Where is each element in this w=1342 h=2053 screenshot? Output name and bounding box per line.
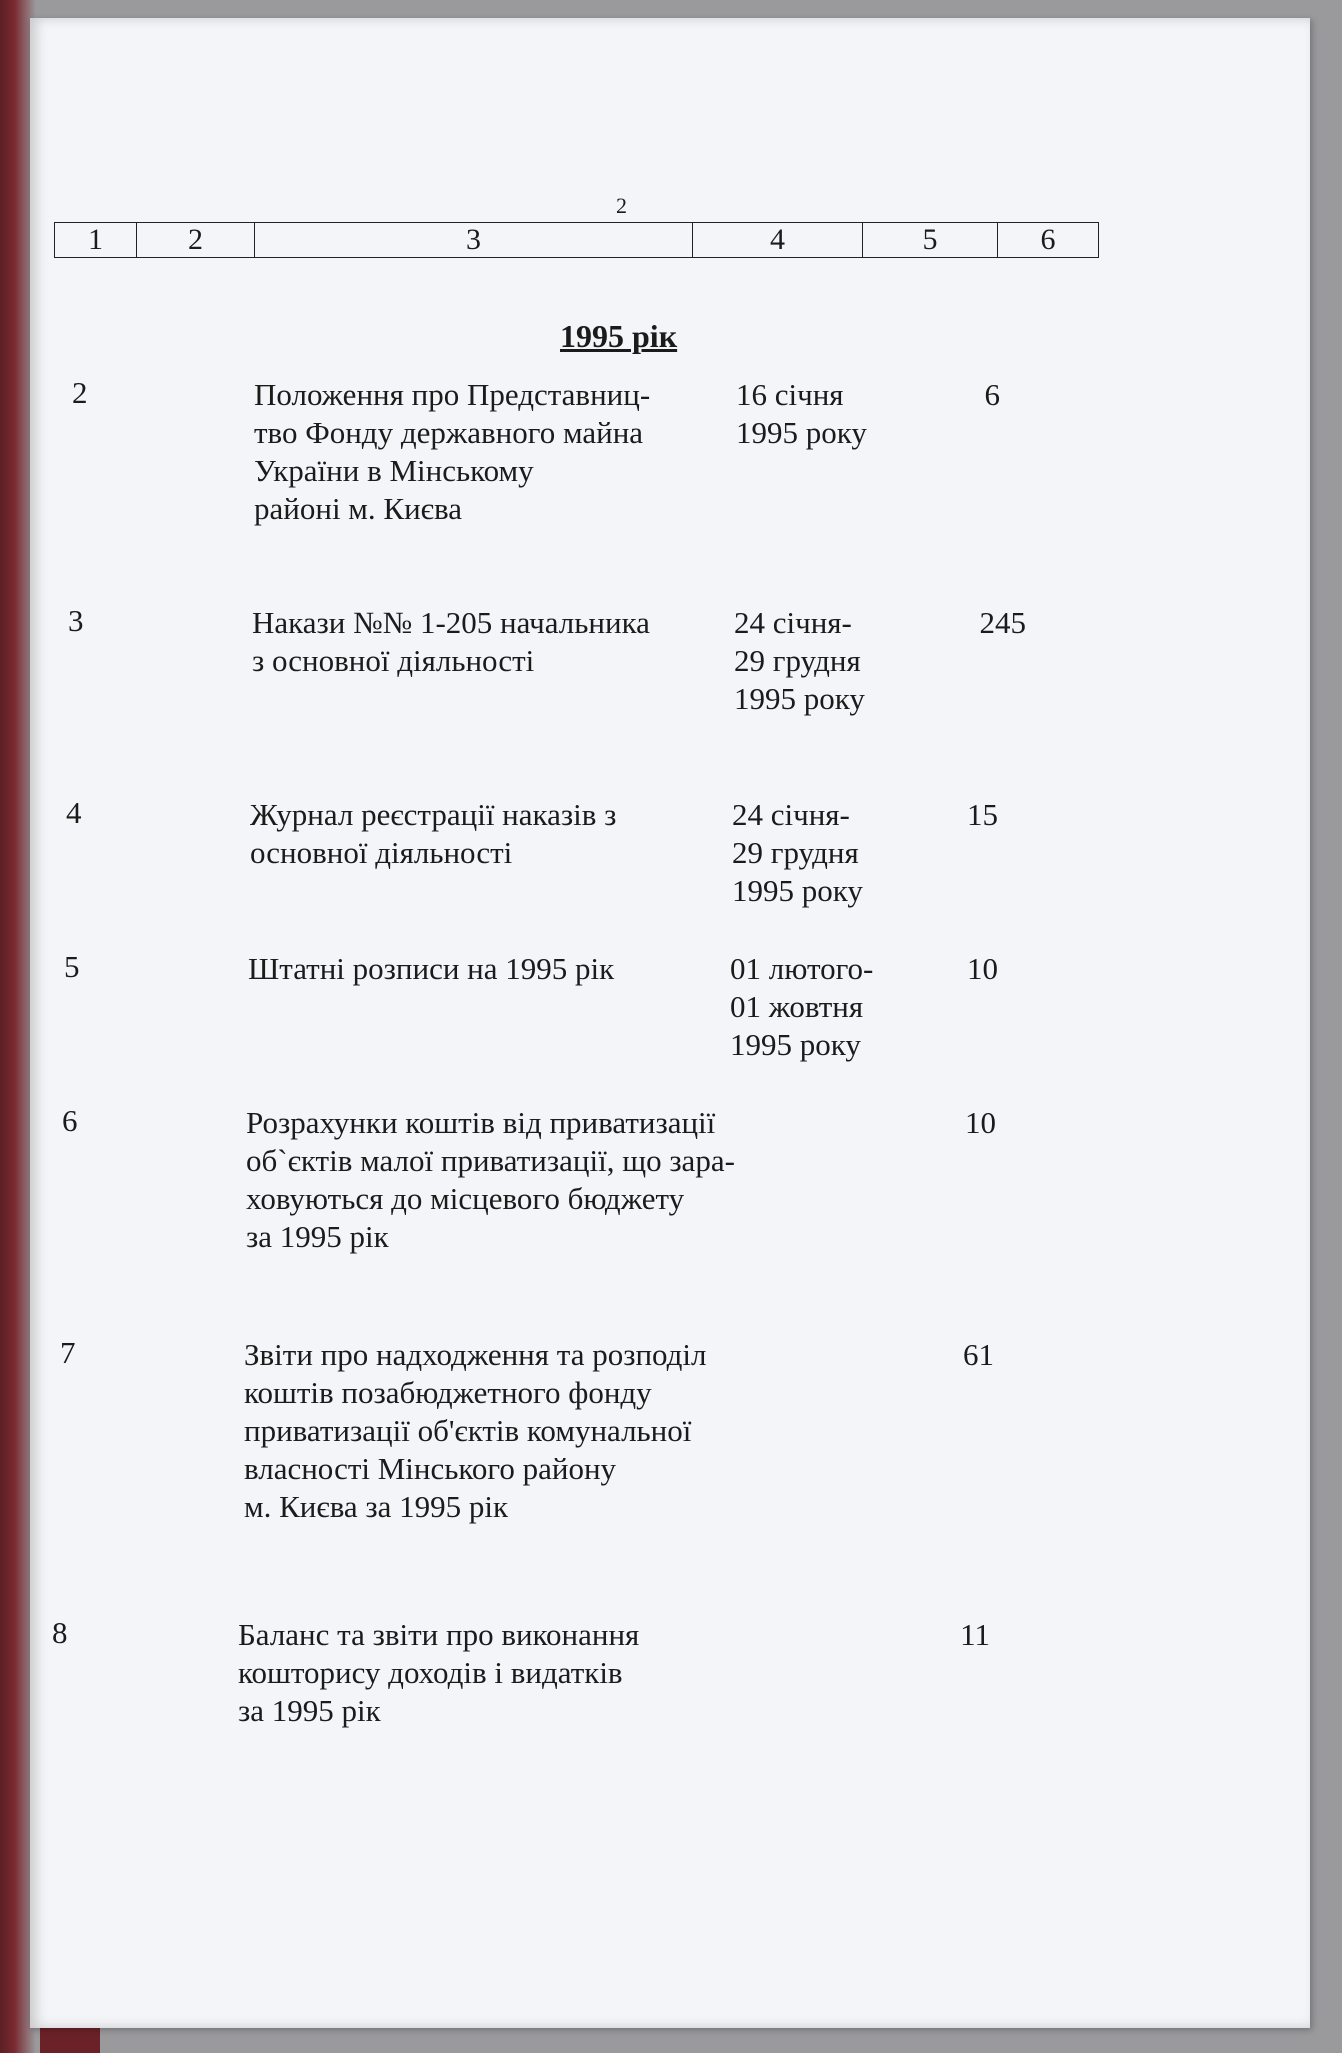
entry-date: 16 січня 1995 року (736, 377, 867, 450)
entry-count: 15 (967, 797, 998, 832)
entry-count: 245 (979, 605, 1026, 640)
document-page (30, 18, 1310, 2028)
entry-title: Штатні розписи на 1995 рік (248, 951, 615, 986)
entry-title: Розрахунки коштів від приватизації об`єктів малої приватизації, що зара- ховуються до місцевого бюджету за 1995 рік (246, 1105, 735, 1254)
header-col-4: 4 (693, 223, 863, 257)
entry-date: 24 січня- 29 грудня 1995 року (732, 797, 863, 908)
header-col-5: 5 (863, 223, 998, 257)
entry-count: 10 (967, 951, 998, 986)
page-number: 2 (616, 193, 627, 218)
entry-title: Журнал реєстрації наказів з основної діяльності (250, 797, 617, 870)
entry-number: 3 (68, 603, 84, 638)
entry-number: 6 (62, 1103, 78, 1138)
entry-number: 7 (60, 1335, 76, 1370)
entry-title: Баланс та звіти про виконання кошторису доходів і видатків за 1995 рік (238, 1617, 640, 1728)
entry-count: 10 (965, 1105, 996, 1140)
entry-date: 01 лютого- 01 жовтня 1995 року (730, 951, 874, 1062)
entry-count: 11 (960, 1617, 990, 1652)
entry-date: 24 січня- 29 грудня 1995 року (734, 605, 865, 716)
entry-number: 4 (66, 795, 82, 830)
year-heading: 1995 рік (560, 318, 678, 354)
header-col-6: 6 (1040, 223, 1056, 256)
entry-number: 5 (64, 949, 80, 984)
entry-count: 6 (984, 377, 1000, 412)
entry-title: Накази №№ 1-205 начальника з основної діяльності (252, 605, 650, 678)
entry-title: Звіти про надходження та розподіл коштів позабюджетного фонду приватизації об'єктів комунальної власності Мінського району м. Києва за 1995 рік (244, 1337, 707, 1524)
entry-count: 61 (963, 1337, 994, 1372)
binding-edge (40, 2025, 100, 2053)
entry-number: 2 (72, 375, 88, 410)
header-col-1: 1 (55, 223, 137, 257)
entry-title: Положення про Представниц- тво Фонду державного майна України в Мінському районі м. Києва (254, 377, 651, 526)
entry-number: 8 (52, 1615, 68, 1650)
column-header-table (54, 222, 1099, 258)
header-col-3: 3 (255, 223, 693, 257)
header-col-2: 2 (137, 223, 255, 257)
